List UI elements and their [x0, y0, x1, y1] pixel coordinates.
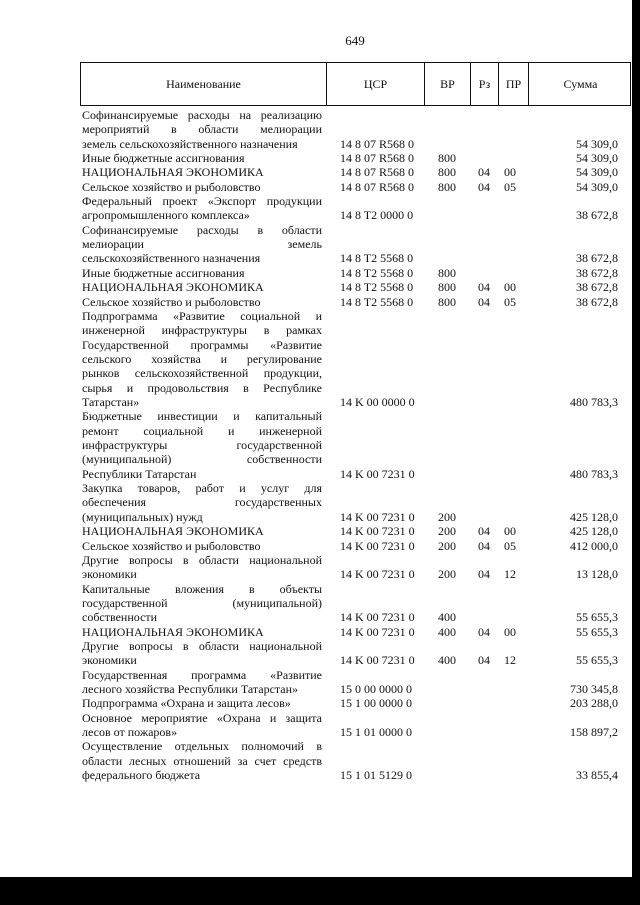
row-sum: 203 288,0 [570, 696, 618, 711]
row-csr: 14 K 00 7231 0 [340, 624, 415, 639]
row-name-line: Государственная программа «Развитие [82, 667, 322, 682]
row-csr: 14 8 T2 5568 0 [340, 265, 414, 280]
row-name [82, 639, 322, 668]
header-sum: Сумма [563, 76, 598, 91]
table-row [0, 711, 632, 740]
row-name-line: инфраструктуры государственной [82, 438, 322, 453]
row-name-line: Сельское хозяйство и рыболовство [82, 538, 261, 553]
row-name-line: лесов от пожаров» [82, 725, 178, 740]
row-csr: 14 K 00 7231 0 [340, 509, 415, 524]
row-csr: 15 1 00 0000 0 [340, 696, 412, 711]
row-name-line: ремонт социальной и инженерной [82, 423, 322, 438]
header-name: Наименование [81, 63, 327, 105]
row-csr: 14 K 00 7231 0 [340, 653, 415, 668]
row-csr: 14 K 00 7231 0 [340, 567, 415, 582]
table-row [0, 639, 632, 668]
row-name [82, 151, 322, 165]
row-name-line: области лесных отношений за счет средств [82, 753, 322, 768]
row-pr: 00 [504, 280, 516, 295]
row-csr: 14 8 07 R568 0 [340, 165, 415, 180]
row-pr: 05 [504, 294, 516, 309]
row-name-line: собственности [82, 610, 158, 625]
row-sum: 425 128,0 [570, 524, 618, 539]
table-row [0, 696, 632, 710]
row-name [82, 165, 322, 179]
row-sum: 38 672,8 [576, 280, 618, 295]
row-name-line: сельского хозяйства и регулирование [82, 351, 322, 366]
row-name-line: Татарстан» [82, 394, 140, 409]
table-row [0, 295, 632, 309]
row-sum: 158 897,2 [570, 725, 618, 740]
row-name-line: Софинансируемые расходы на реализацию [82, 108, 322, 122]
table-row [0, 108, 632, 151]
row-vr: 800 [438, 265, 456, 280]
row-csr: 15 1 01 0000 0 [340, 725, 412, 740]
row-rz: 04 [478, 538, 490, 553]
row-sum: 33 855,4 [576, 768, 618, 783]
row-name-line: агропромышленного комплекса» [82, 208, 250, 223]
row-vr: 200 [438, 567, 456, 582]
row-name-line: обеспечения государственных [82, 495, 322, 510]
row-csr: 14 8 T2 5568 0 [340, 280, 414, 295]
row-csr: 15 1 01 5129 0 [340, 768, 412, 783]
row-name-line: мелиорации земель [82, 237, 322, 252]
row-name-line: сельскохозяйственного назначения [82, 251, 261, 266]
table-row [0, 539, 632, 553]
row-vr: 200 [438, 538, 456, 553]
row-vr: 400 [438, 653, 456, 668]
row-name-line: (муниципальных) нужд [82, 509, 203, 524]
row-sum: 55 655,3 [576, 610, 618, 625]
row-name [82, 108, 322, 151]
row-vr: 400 [438, 624, 456, 639]
row-name-line: мероприятий в области мелиорации [82, 122, 322, 137]
row-sum: 425 128,0 [570, 509, 618, 524]
row-vr: 800 [438, 179, 456, 194]
row-name [82, 696, 322, 710]
table-row [0, 280, 632, 294]
row-sum: 55 655,3 [576, 653, 618, 668]
row-rz: 04 [478, 653, 490, 668]
row-name-line: Осуществление отдельных полномочий в [82, 739, 322, 754]
row-name-line: Иные бюджетные ассигнования [82, 151, 245, 166]
row-sum: 412 000,0 [570, 538, 618, 553]
row-name-line: Закупка товаров, работ и услуг для [82, 481, 322, 496]
row-name [82, 711, 322, 740]
row-name-line: земель сельскохозяйственного назначения [82, 136, 298, 151]
row-name [82, 223, 322, 266]
row-sum: 55 655,3 [576, 624, 618, 639]
table-row [0, 180, 632, 194]
table-row [0, 309, 632, 409]
row-csr: 14 8 07 R568 0 [340, 136, 415, 151]
table-row [0, 194, 632, 223]
row-sum: 480 783,3 [570, 466, 618, 481]
row-name-line: Другие вопросы в области национальной [82, 638, 322, 653]
table-row [0, 266, 632, 280]
row-name-line: (муниципальной) собственности [82, 452, 322, 467]
row-rz: 04 [478, 280, 490, 295]
row-rz: 04 [478, 294, 490, 309]
row-csr: 14 K 00 0000 0 [340, 394, 415, 409]
row-name-line: государственной (муниципальной) [82, 595, 322, 610]
table-row [0, 165, 632, 179]
row-name [82, 481, 322, 524]
row-pr: 12 [504, 653, 516, 668]
row-pr: 00 [504, 524, 516, 539]
row-pr: 00 [504, 624, 516, 639]
row-name-line: Государственной программы «Развитие [82, 337, 322, 352]
row-name-line: экономики [82, 567, 137, 582]
row-name [82, 280, 322, 294]
row-name-line: Сельское хозяйство и рыболовство [82, 294, 261, 309]
row-name-line: экономики [82, 653, 137, 668]
row-name [82, 625, 322, 639]
header-csr: ЦСР [327, 63, 425, 105]
row-csr: 14 K 00 7231 0 [340, 538, 415, 553]
row-name [82, 582, 322, 625]
row-pr: 00 [504, 165, 516, 180]
row-name-line: Сельское хозяйство и рыболовство [82, 179, 261, 194]
row-name [82, 539, 322, 553]
row-name-line: НАЦИОНАЛЬНАЯ ЭКОНОМИКА [82, 524, 264, 539]
row-csr: 14 K 00 7231 0 [340, 524, 415, 539]
row-name-line: Другие вопросы в области национальной [82, 552, 322, 567]
row-sum: 480 783,3 [570, 394, 618, 409]
row-sum: 54 309,0 [576, 151, 618, 166]
table-row [0, 582, 632, 625]
row-name [82, 739, 322, 782]
row-name-line: сырья и продовольствия в Республике [82, 380, 322, 395]
row-sum: 54 309,0 [576, 136, 618, 151]
header-pr: ПР [499, 63, 529, 105]
row-name-line: НАЦИОНАЛЬНАЯ ЭКОНОМИКА [82, 624, 264, 639]
row-name [82, 295, 322, 309]
row-vr: 800 [438, 151, 456, 166]
row-rz: 04 [478, 567, 490, 582]
row-vr: 200 [438, 524, 456, 539]
row-pr: 12 [504, 567, 516, 582]
row-name [82, 194, 322, 223]
row-name-line: рынков сельскохозяйственной продукции, [82, 366, 322, 381]
row-vr: 800 [438, 280, 456, 295]
row-name [82, 553, 322, 582]
table-row [0, 524, 632, 538]
row-name-line: Капитальные вложения в объекты [82, 581, 322, 596]
row-name-line: Бюджетные инвестиции и капитальный [82, 409, 322, 424]
row-name-line: Подпрограмма «Охрана и защита лесов» [82, 696, 291, 711]
table-row [0, 481, 632, 524]
row-sum: 38 672,8 [576, 265, 618, 280]
row-name [82, 524, 322, 538]
row-name-line: федерального бюджета [82, 768, 201, 783]
row-name-line: Республики Татарстан [82, 466, 197, 481]
row-sum: 38 672,8 [576, 208, 618, 223]
row-sum: 38 672,8 [576, 251, 618, 266]
row-name [82, 309, 322, 409]
row-csr: 14 8 T2 5568 0 [340, 294, 414, 309]
row-name [82, 180, 322, 194]
row-vr: 800 [438, 165, 456, 180]
row-sum: 54 309,0 [576, 179, 618, 194]
row-rz: 04 [478, 524, 490, 539]
row-rz: 04 [478, 179, 490, 194]
row-sum: 13 128,0 [576, 567, 618, 582]
row-csr: 14 8 07 R568 0 [340, 179, 415, 194]
row-csr: 14 8 07 R568 0 [340, 151, 415, 166]
row-name [82, 668, 322, 697]
row-name-line: НАЦИОНАЛЬНАЯ ЭКОНОМИКА [82, 280, 264, 295]
row-sum: 54 309,0 [576, 165, 618, 180]
row-csr: 14 K 00 7231 0 [340, 610, 415, 625]
row-rz: 04 [478, 624, 490, 639]
table-row [0, 409, 632, 481]
row-name-line: НАЦИОНАЛЬНАЯ ЭКОНОМИКА [82, 165, 264, 180]
table-header [80, 62, 631, 106]
row-name-line: Софинансируемые расходы в области [82, 222, 322, 237]
table-row [0, 739, 632, 782]
row-name-line: Иные бюджетные ассигнования [82, 265, 245, 280]
row-name-line: Подпрограмма «Развитие социальной и [82, 308, 322, 323]
header-vr: ВР [425, 63, 471, 105]
table-row [0, 668, 632, 697]
row-sum: 730 345,8 [570, 681, 618, 696]
row-name-line: инженерной инфраструктуры в рамках [82, 323, 322, 338]
header-rz: Рз [471, 63, 499, 105]
row-pr: 05 [504, 538, 516, 553]
row-name-line: Федеральный проект «Экспорт продукции [82, 194, 322, 209]
row-pr: 05 [504, 179, 516, 194]
row-rz: 04 [478, 165, 490, 180]
row-csr: 15 0 00 0000 0 [340, 681, 412, 696]
table-row [0, 151, 632, 165]
row-csr: 14 K 00 7231 0 [340, 466, 415, 481]
table-row [0, 625, 632, 639]
row-vr: 400 [438, 610, 456, 625]
row-vr: 200 [438, 509, 456, 524]
row-name [82, 266, 322, 280]
row-csr: 14 8 T2 5568 0 [340, 251, 414, 266]
row-csr: 14 8 T2 0000 0 [340, 208, 414, 223]
table-row [0, 553, 632, 582]
row-vr: 800 [438, 294, 456, 309]
row-sum: 38 672,8 [576, 294, 618, 309]
table-row [0, 223, 632, 266]
row-name-line: Основное мероприятие «Охрана и защита [82, 710, 322, 725]
row-name [82, 409, 322, 481]
row-name-line: лесного хозяйства Республики Татарстан» [82, 681, 299, 696]
page-number: 649 [345, 33, 365, 48]
